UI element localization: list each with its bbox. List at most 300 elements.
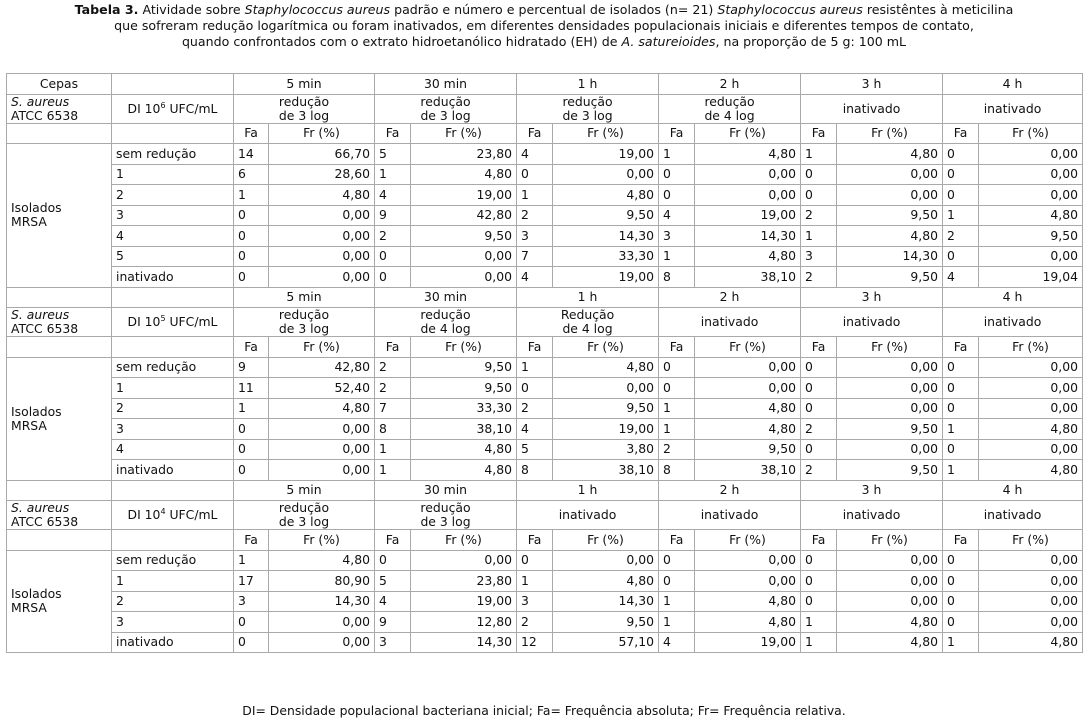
data-row	[7, 205, 1083, 226]
fr-value: 28,60	[269, 164, 375, 185]
fr-value: 0,00	[269, 267, 375, 288]
fa-value: 0	[234, 460, 269, 481]
fa-value: 0	[659, 378, 695, 399]
fr-value: 19,00	[695, 632, 801, 653]
reduction-label: 4	[112, 226, 234, 247]
fa-header: Fa	[943, 123, 979, 144]
density-unit: UFC/mL	[165, 100, 218, 116]
fr-value: 4,80	[837, 632, 943, 653]
fr-header: Fr (%)	[837, 337, 943, 358]
caption-label: Tabela 3.	[74, 2, 139, 17]
reduction-label: 3	[112, 612, 234, 633]
result-cell	[375, 308, 517, 337]
fr-header: Fr (%)	[695, 123, 801, 144]
time-header: 2 h	[659, 480, 801, 501]
fa-header: Fa	[943, 530, 979, 551]
data-row	[7, 246, 1083, 267]
fa-value: 4	[659, 205, 695, 226]
caption-text: Atividade sobre	[138, 2, 245, 17]
fa-value: 0	[943, 378, 979, 399]
fa-value: 9	[375, 205, 411, 226]
result-text: inativado	[842, 314, 901, 329]
result-text: redução	[278, 94, 330, 109]
fr-value: 0,00	[837, 357, 943, 378]
empty-cell	[112, 337, 234, 358]
fr-value: 66,70	[269, 144, 375, 165]
fa-value: 12	[517, 632, 553, 653]
data-row	[7, 612, 1083, 633]
time-header: 4 h	[943, 480, 1083, 501]
isolates-label: Isolados	[11, 586, 62, 602]
fr-value: 4,80	[269, 185, 375, 206]
fa-value: 0	[659, 164, 695, 185]
fr-header: Fr (%)	[837, 530, 943, 551]
fa-value: 0	[801, 591, 837, 612]
fa-value: 0	[234, 226, 269, 247]
time-header: 30 min	[375, 74, 517, 95]
fa-value: 0	[659, 571, 695, 592]
fr-header: Fr (%)	[553, 337, 659, 358]
isolates-label: Isolados	[11, 200, 62, 216]
fa-value: 9	[375, 612, 411, 633]
strain-cell	[7, 501, 112, 530]
time-header: 2 h	[659, 74, 801, 95]
reduction-label: 3	[112, 419, 234, 440]
fa-value: 1	[659, 419, 695, 440]
fa-value: 0	[943, 571, 979, 592]
fr-value: 0,00	[837, 439, 943, 460]
fa-value: 7	[375, 398, 411, 419]
fr-value: 4,80	[695, 591, 801, 612]
time-header: 30 min	[375, 287, 517, 308]
standard-strain-row	[7, 308, 1083, 337]
fa-header: Fa	[943, 337, 979, 358]
fr-value: 4,80	[979, 460, 1083, 481]
result-text: redução	[704, 94, 755, 109]
fa-value: 8	[375, 419, 411, 440]
data-row	[7, 357, 1083, 378]
result-text: inativado	[842, 100, 901, 116]
fa-header: Fa	[659, 530, 695, 551]
fa-header: Fa	[517, 530, 553, 551]
fa-value: 3	[234, 591, 269, 612]
empty-cell	[7, 530, 112, 551]
fr-value: 9,50	[979, 226, 1083, 247]
fr-value: 0,00	[979, 378, 1083, 399]
result-cell	[517, 94, 659, 123]
fr-value: 38,10	[553, 460, 659, 481]
fr-value: 19,00	[411, 591, 517, 612]
caption-line-2: que sofreram redução logarítmica ou foram inativados, em diferentes densidades populacionais iniciais e diferentes tempos de contato,	[114, 18, 974, 33]
empty-cell	[7, 123, 112, 144]
empty-cell	[7, 287, 112, 308]
time-header-row	[7, 74, 1083, 95]
fr-value: 38,10	[411, 419, 517, 440]
fr-value: 4,80	[269, 398, 375, 419]
fa-value: 0	[801, 378, 837, 399]
fr-value: 19,00	[411, 185, 517, 206]
fr-value: 4,80	[553, 185, 659, 206]
time-header: 4 h	[943, 287, 1083, 308]
fa-value: 0	[375, 550, 411, 571]
reduction-label: 1	[112, 378, 234, 399]
result-text: de 3 log	[562, 107, 613, 123]
data-row	[7, 591, 1083, 612]
fr-header: Fr (%)	[411, 530, 517, 551]
fr-value: 0,00	[979, 164, 1083, 185]
frequency-header-row	[7, 530, 1083, 551]
strain-code: ATCC 6538	[11, 321, 79, 336]
fr-value: 14,30	[269, 591, 375, 612]
fr-header: Fr (%)	[695, 337, 801, 358]
result-text: redução	[420, 94, 471, 109]
fr-value: 0,00	[979, 185, 1083, 206]
empty-cell	[112, 123, 234, 144]
fr-value: 4,80	[695, 246, 801, 267]
reduction-label: 4	[112, 439, 234, 460]
fa-value: 14	[234, 144, 269, 165]
strain-code: ATCC 6538	[11, 107, 79, 123]
fa-value: 1	[801, 226, 837, 247]
fa-value: 1	[375, 439, 411, 460]
fa-value: 5	[517, 439, 553, 460]
fr-value: 0,00	[695, 185, 801, 206]
fr-value: 4,80	[411, 164, 517, 185]
fa-header: Fa	[659, 123, 695, 144]
fr-value: 0,00	[979, 144, 1083, 165]
data-row	[7, 439, 1083, 460]
fa-value: 0	[659, 185, 695, 206]
table-caption	[20, 2, 1068, 50]
data-row	[7, 632, 1083, 653]
caption-text: padrão e número e percentual de isolados (n= 21)	[390, 2, 718, 17]
fr-value: 9,50	[553, 205, 659, 226]
empty-cell	[7, 480, 112, 501]
reduction-label: sem redução	[112, 550, 234, 571]
result-text: redução	[278, 500, 330, 515]
strain-code: ATCC 6538	[11, 514, 79, 529]
reduction-label: sem redução	[112, 144, 234, 165]
result-text: redução	[420, 500, 471, 515]
fr-value: 0,00	[269, 612, 375, 633]
fr-value: 0,00	[695, 550, 801, 571]
fr-value: 19,04	[979, 267, 1083, 288]
fa-value: 3	[517, 591, 553, 612]
density-exponent: 5	[160, 313, 166, 323]
fr-value: 19,00	[553, 267, 659, 288]
caption-line-3	[20, 34, 1068, 50]
fr-header: Fr (%)	[837, 123, 943, 144]
reduction-label: 3	[112, 205, 234, 226]
empty-cell	[112, 74, 234, 95]
fa-value: 0	[659, 550, 695, 571]
result-cell	[375, 94, 517, 123]
time-header: 1 h	[517, 74, 659, 95]
data-row	[7, 267, 1083, 288]
result-cell	[234, 308, 375, 337]
fr-value: 0,00	[979, 612, 1083, 633]
fa-value: 1	[943, 419, 979, 440]
data-row	[7, 460, 1083, 481]
fr-header: Fr (%)	[979, 337, 1083, 358]
fa-value: 4	[943, 267, 979, 288]
isolates-type: MRSA	[11, 417, 47, 433]
fa-value: 0	[801, 357, 837, 378]
density-unit: UFC/mL	[165, 314, 218, 329]
result-text: de 4 log	[420, 321, 471, 336]
fa-header: Fa	[375, 123, 411, 144]
fa-value: 0	[234, 419, 269, 440]
fr-value: 42,80	[411, 205, 517, 226]
fr-value: 4,80	[837, 144, 943, 165]
fr-value: 0,00	[553, 550, 659, 571]
fa-value: 6	[234, 164, 269, 185]
result-text: inativado	[558, 507, 617, 522]
result-text: inativado	[983, 507, 1042, 522]
time-header: 1 h	[517, 480, 659, 501]
result-text: redução	[420, 307, 471, 322]
density-unit: UFC/mL	[165, 507, 218, 522]
frequency-header-row	[7, 337, 1083, 358]
result-text: inativado	[700, 507, 759, 522]
time-header: 30 min	[375, 480, 517, 501]
fa-value: 7	[517, 246, 553, 267]
fa-value: 0	[943, 164, 979, 185]
fa-value: 0	[943, 439, 979, 460]
fa-header: Fa	[801, 123, 837, 144]
fa-header: Fa	[375, 337, 411, 358]
data-row	[7, 185, 1083, 206]
fa-value: 0	[659, 357, 695, 378]
fr-value: 0,00	[979, 357, 1083, 378]
result-text: de 3 log	[278, 321, 330, 336]
reduction-label: 5	[112, 246, 234, 267]
fa-value: 1	[517, 185, 553, 206]
fr-value: 0,00	[553, 164, 659, 185]
density-cell	[112, 308, 234, 337]
fa-value: 0	[375, 246, 411, 267]
reduction-label: 2	[112, 185, 234, 206]
result-text: de 3 log	[420, 514, 471, 529]
result-cell	[943, 308, 1083, 337]
data-row	[7, 550, 1083, 571]
fa-value: 3	[801, 246, 837, 267]
time-header: 4 h	[943, 74, 1083, 95]
fa-value: 4	[375, 591, 411, 612]
fr-value: 4,80	[695, 612, 801, 633]
fa-value: 4	[517, 267, 553, 288]
fr-header: Fr (%)	[553, 530, 659, 551]
fr-value: 4,80	[269, 550, 375, 571]
time-header: 3 h	[801, 480, 943, 501]
fa-value: 3	[517, 226, 553, 247]
fr-value: 4,80	[979, 632, 1083, 653]
fr-value: 3,80	[553, 439, 659, 460]
density-cell	[112, 94, 234, 123]
result-cell	[801, 308, 943, 337]
results-table	[6, 73, 1083, 653]
fa-value: 11	[234, 378, 269, 399]
footnote: DI= Densidade populacional bacteriana inicial; Fa= Frequência absoluta; Fr= Frequência relativa.	[242, 703, 846, 718]
time-header: 3 h	[801, 287, 943, 308]
fr-value: 4,80	[837, 612, 943, 633]
standard-strain-row	[7, 94, 1083, 123]
reduction-label: 1	[112, 571, 234, 592]
fr-value: 4,80	[695, 398, 801, 419]
reduction-label: inativado	[112, 632, 234, 653]
fa-value: 4	[375, 185, 411, 206]
fr-value: 0,00	[837, 398, 943, 419]
fa-value: 1	[659, 591, 695, 612]
data-row	[7, 164, 1083, 185]
fa-value: 1	[375, 460, 411, 481]
fr-value: 12,80	[411, 612, 517, 633]
fa-value: 2	[801, 419, 837, 440]
result-cell	[801, 94, 943, 123]
density-cell	[112, 501, 234, 530]
fr-value: 52,40	[269, 378, 375, 399]
fa-value: 2	[943, 226, 979, 247]
fa-value: 0	[801, 550, 837, 571]
result-cell	[375, 501, 517, 530]
data-row	[7, 144, 1083, 165]
fa-header: Fa	[234, 123, 269, 144]
empty-cell	[112, 287, 234, 308]
fa-value: 0	[517, 550, 553, 571]
fr-value: 0,00	[695, 357, 801, 378]
result-text: redução	[278, 307, 330, 322]
data-row	[7, 571, 1083, 592]
fr-value: 9,50	[411, 378, 517, 399]
data-row	[7, 419, 1083, 440]
fr-header: Fr (%)	[979, 530, 1083, 551]
fa-value: 0	[234, 612, 269, 633]
caption-species: Staphylococcus aureus	[244, 2, 391, 17]
result-text: de 3 log	[278, 514, 330, 529]
result-cell	[943, 501, 1083, 530]
fr-value: 80,90	[269, 571, 375, 592]
fa-value: 0	[517, 164, 553, 185]
fr-value: 0,00	[979, 398, 1083, 419]
result-text: de 3 log	[278, 107, 330, 123]
fa-value: 1	[234, 185, 269, 206]
fa-value: 0	[943, 398, 979, 419]
reduction-label: sem redução	[112, 357, 234, 378]
fr-value: 19,00	[695, 205, 801, 226]
fr-header: Fr (%)	[269, 337, 375, 358]
fa-header: Fa	[801, 530, 837, 551]
result-text: inativado	[842, 507, 901, 522]
result-text: inativado	[700, 314, 759, 329]
fr-header: Fr (%)	[269, 123, 375, 144]
fa-value: 4	[659, 632, 695, 653]
fa-value: 1	[659, 612, 695, 633]
fr-value: 0,00	[979, 591, 1083, 612]
fr-value: 0,00	[837, 185, 943, 206]
fr-value: 0,00	[837, 550, 943, 571]
isolates-cell	[7, 144, 112, 288]
fr-value: 0,00	[979, 246, 1083, 267]
time-header: 1 h	[517, 287, 659, 308]
time-header-row	[7, 287, 1083, 308]
empty-cell	[112, 480, 234, 501]
fa-header: Fa	[517, 123, 553, 144]
cepas-header: Cepas	[7, 74, 112, 95]
fr-value: 9,50	[553, 612, 659, 633]
fa-value: 0	[943, 550, 979, 571]
fa-value: 2	[375, 226, 411, 247]
fr-value: 9,50	[837, 460, 943, 481]
fa-value: 9	[234, 357, 269, 378]
fa-value: 5	[375, 144, 411, 165]
fr-value: 9,50	[837, 267, 943, 288]
fa-value: 1	[234, 398, 269, 419]
fr-value: 9,50	[695, 439, 801, 460]
fa-value: 1	[659, 246, 695, 267]
fa-value: 8	[659, 460, 695, 481]
fr-value: 0,00	[837, 378, 943, 399]
fr-value: 4,80	[411, 439, 517, 460]
fr-value: 0,00	[695, 378, 801, 399]
fr-value: 0,00	[269, 439, 375, 460]
density-exponent: 6	[160, 100, 166, 110]
fr-value: 0,00	[269, 419, 375, 440]
reduction-label: inativado	[112, 460, 234, 481]
fa-value: 0	[234, 267, 269, 288]
fa-value: 3	[659, 226, 695, 247]
fa-value: 0	[234, 246, 269, 267]
density-prefix: DI 10	[127, 507, 161, 522]
fr-value: 0,00	[695, 164, 801, 185]
caption-species: A. satureioides	[621, 34, 716, 49]
caption-text: resistêntes à meticilina	[862, 2, 1014, 17]
fa-value: 1	[943, 205, 979, 226]
fa-value: 0	[801, 164, 837, 185]
result-cell	[943, 94, 1083, 123]
result-text: inativado	[983, 314, 1042, 329]
fr-value: 0,00	[411, 267, 517, 288]
fa-header: Fa	[375, 530, 411, 551]
fr-value: 33,30	[553, 246, 659, 267]
fa-value: 2	[517, 612, 553, 633]
fr-header: Fr (%)	[411, 337, 517, 358]
result-text: Redução	[560, 307, 615, 322]
fa-value: 0	[943, 612, 979, 633]
strain-name: S. aureus	[11, 307, 70, 322]
fr-value: 0,00	[269, 246, 375, 267]
density-prefix: DI 10	[127, 314, 161, 329]
fa-value: 2	[517, 398, 553, 419]
fa-value: 0	[943, 246, 979, 267]
fa-value: 0	[517, 378, 553, 399]
time-header-row	[7, 480, 1083, 501]
fr-value: 23,80	[411, 144, 517, 165]
strain-name: S. aureus	[11, 500, 70, 515]
fa-value: 0	[943, 144, 979, 165]
fr-value: 0,00	[837, 164, 943, 185]
fr-value: 14,30	[553, 591, 659, 612]
strain-name: S. aureus	[11, 94, 70, 109]
fr-value: 42,80	[269, 357, 375, 378]
isolates-cell	[7, 357, 112, 480]
time-header: 3 h	[801, 74, 943, 95]
empty-cell	[7, 337, 112, 358]
fr-value: 9,50	[411, 226, 517, 247]
result-cell	[659, 308, 801, 337]
reduction-label: inativado	[112, 267, 234, 288]
fr-value: 0,00	[837, 571, 943, 592]
result-text: de 3 log	[420, 107, 471, 123]
